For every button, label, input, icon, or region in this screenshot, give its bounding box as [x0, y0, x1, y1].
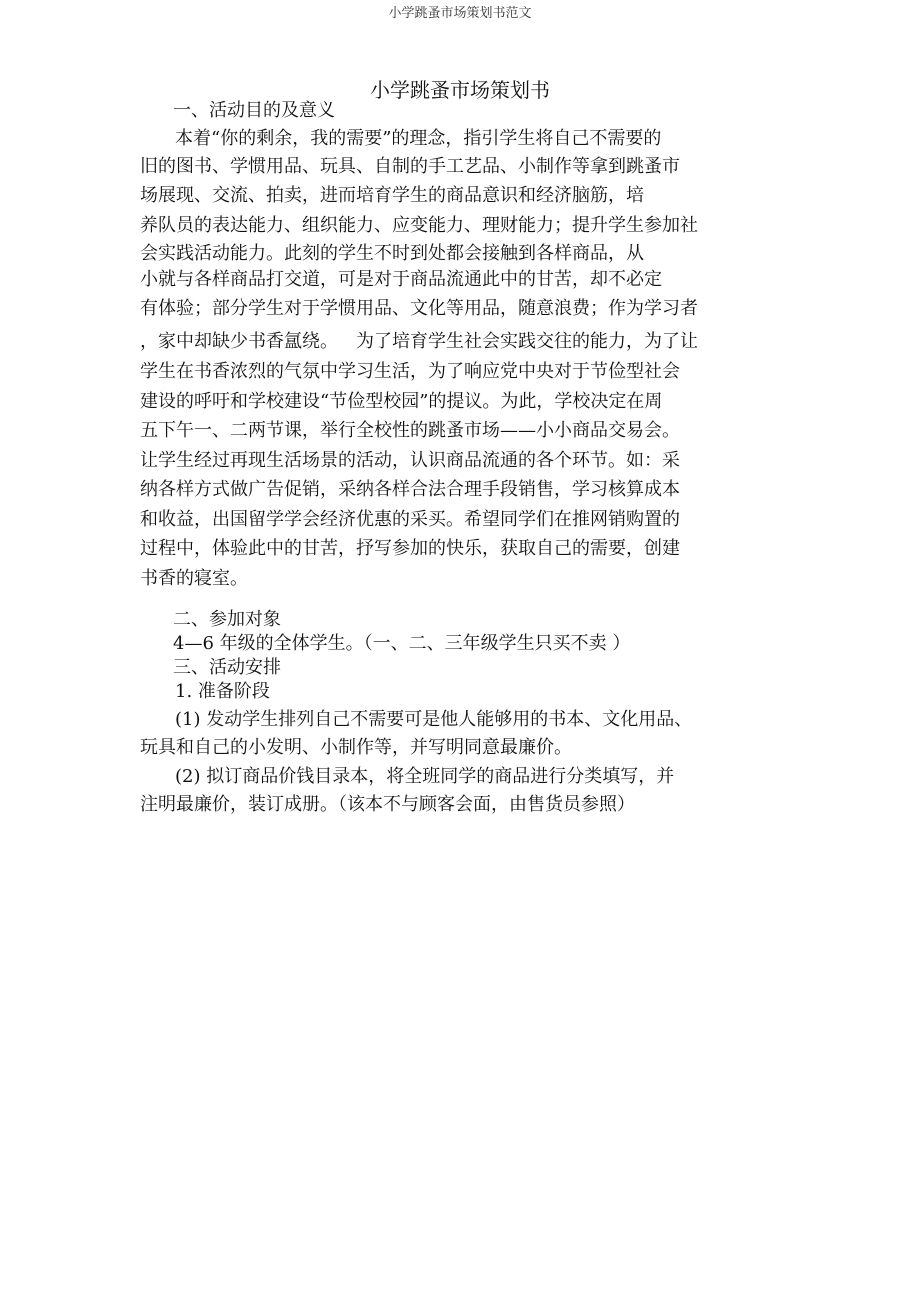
section2-text: 4—6 年级的全体学生。（一、二、三年级学生只买不卖 ） — [173, 633, 631, 654]
paragraph-line: 旧的图书、学惯用品、玩具、自制的手工艺品、小制作等拿到跳蚤市 — [140, 156, 680, 177]
paragraph-line: 让学生经过再现生活场景的活动，认识商品流通的各个环节。如：采 — [140, 449, 680, 471]
paragraph-line: 过程中，体验此中的甘苦，抒写参加的快乐，获取自己的需要，创建 — [140, 538, 680, 559]
section3-heading: 三、活动安排 — [173, 657, 281, 678]
paragraph-line: 学生在书香浓烈的气氛中学习生活，为了响应党中央对于节俭型社会 — [140, 361, 680, 382]
paragraph-line: 五下午一、二两节课，举行全校性的跳蚤市场——小小商品交易会。 — [140, 420, 680, 441]
paragraph-line: 书香的寝室。 — [140, 567, 248, 589]
stage1-heading: 1. 准备阶段 — [175, 681, 270, 702]
paragraph-line: 小就与各样商品打交道，可是对于商品流通此中的甘苦，却不必定 — [140, 269, 662, 290]
paragraph-line: 纳各样方式做广告促销，采纳各样合法合理手段销售，学习核算成本 — [140, 479, 680, 500]
paragraph-line: 为了培育学生社会实践交往的能力，为了让 — [356, 331, 698, 352]
paragraph-line: 本着“你的剩余，我的需要”的理念，指引学生将自己不需要的 — [175, 128, 662, 149]
section2-heading: 二、参加对象 — [173, 609, 281, 630]
paragraph-line: 和收益，出国留学学会经济优惠的采买。希望同学们在推网销购置的 — [140, 508, 680, 530]
paragraph-line: 会实践活动能力。此刻的学生不时到处都会接触到各样商品，从 — [140, 243, 644, 264]
paragraph-line: ，家中却缺少书香氲绕。 — [140, 331, 338, 352]
document-title: 小学跳蚤市场策划书 — [370, 78, 550, 102]
list-item-2-continued: 注明最廉价，装订成册。（该本不与顾客会面，由售货员参照） — [140, 794, 635, 815]
paragraph-block — [140, 357, 680, 593]
section1-heading: 一、活动目的及意义 — [173, 100, 335, 121]
running-header: 小学跳蚤市场策划书范文 — [388, 6, 532, 21]
list-item-1-continued: 玩具和自己的小发明、小制作等，并写明同意最廉价。 — [140, 737, 572, 758]
paragraph-line: 场展现、交流、拍卖，进而培育学生的商品意识和经济脑筋，培 — [140, 185, 644, 206]
paragraph-line: 有体验；部分学生对于学惯用品、文化等用品，随意浪费；作为学习者 — [140, 298, 698, 319]
list-item-2: (2) 拟订商品价钱目录本，将全班同学的商品进行分类填写，并 — [175, 766, 675, 787]
paragraph-line: 建设的呼吁和学校建设“节俭型校园”的提议。为此，学校决定在周 — [140, 390, 663, 412]
paragraph-line: 养队员的表达能力、组织能力、应变能力、理财能力；提升学生参加社 — [140, 215, 698, 236]
list-item-1: (1) 发动学生排列自己不需要可是他人能够用的书本、文化用品、 — [175, 709, 693, 730]
